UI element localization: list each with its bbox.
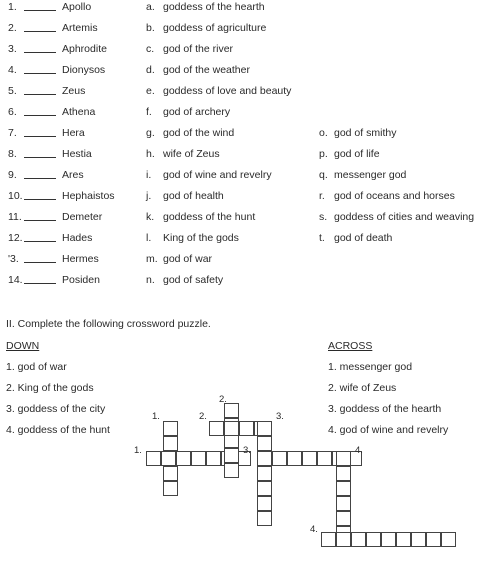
option-text: goddess of love and beauty bbox=[163, 85, 292, 97]
answer-blank[interactable] bbox=[24, 157, 56, 158]
option-text: god of safety bbox=[163, 274, 224, 286]
option-text: messenger god bbox=[334, 169, 407, 181]
deity-name: Posiden bbox=[62, 274, 100, 286]
option-text: god of health bbox=[163, 190, 224, 202]
crossword-cell[interactable] bbox=[396, 532, 411, 547]
grid-number-across-2: 2. bbox=[199, 411, 207, 422]
option-text: goddess of agriculture bbox=[163, 22, 267, 34]
crossword-cell[interactable] bbox=[257, 481, 272, 496]
crossword-cell[interactable] bbox=[257, 436, 272, 451]
grid-number-down-2: 2. bbox=[219, 394, 227, 405]
option-letter: k. bbox=[146, 211, 155, 223]
option-text: wife of Zeus bbox=[163, 148, 220, 160]
down-clue-2: 2. King of the gods bbox=[6, 382, 94, 394]
option-text: goddess of the hearth bbox=[163, 1, 265, 13]
answer-blank[interactable] bbox=[24, 136, 56, 137]
deity-name: Artemis bbox=[62, 22, 98, 34]
option-letter: h. bbox=[146, 148, 155, 160]
crossword-cell[interactable] bbox=[239, 421, 254, 436]
matching-number: 4. bbox=[8, 64, 17, 76]
crossword-cell[interactable] bbox=[224, 421, 239, 436]
option-letter: j. bbox=[146, 190, 152, 202]
crossword-cell[interactable] bbox=[287, 451, 302, 466]
crossword-cell[interactable] bbox=[257, 511, 272, 526]
crossword-cell[interactable] bbox=[302, 451, 317, 466]
option-letter: g. bbox=[146, 127, 155, 139]
deity-name: Dionysos bbox=[62, 64, 106, 76]
down-heading: DOWN bbox=[6, 340, 40, 352]
option-text: god of death bbox=[334, 232, 393, 244]
answer-blank[interactable] bbox=[24, 178, 56, 179]
across-clue-3: 3. goddess of the hearth bbox=[328, 403, 442, 415]
answer-blank[interactable] bbox=[24, 10, 56, 11]
crossword-cell[interactable] bbox=[209, 421, 224, 436]
grid-number-down-1: 1. bbox=[152, 411, 160, 422]
crossword-cell[interactable] bbox=[321, 532, 336, 547]
crossword-cell[interactable] bbox=[411, 532, 426, 547]
option-letter: d. bbox=[146, 64, 155, 76]
crossword-cell[interactable] bbox=[317, 451, 332, 466]
crossword-cell[interactable] bbox=[426, 532, 441, 547]
matching-number: 8. bbox=[8, 148, 17, 160]
option-letter: t. bbox=[319, 232, 325, 244]
option-text: god of the wind bbox=[163, 127, 235, 139]
deity-name: Hera bbox=[62, 127, 85, 139]
deity-name: Athena bbox=[62, 106, 96, 118]
deity-name: Hermes bbox=[62, 253, 99, 265]
crossword-cell[interactable] bbox=[161, 451, 176, 466]
crossword-cell[interactable] bbox=[272, 451, 287, 466]
option-letter: i. bbox=[146, 169, 152, 181]
matching-number: 11. bbox=[8, 211, 22, 223]
crossword-instruction: II. Complete the following crossword puzzle. bbox=[6, 318, 211, 330]
crossword-cell[interactable] bbox=[441, 532, 456, 547]
crossword-cell[interactable] bbox=[224, 403, 239, 418]
crossword-cell[interactable] bbox=[366, 532, 381, 547]
crossword-cell[interactable] bbox=[257, 466, 272, 481]
option-letter: c. bbox=[146, 43, 155, 55]
matching-number: 2. bbox=[8, 22, 17, 34]
crossword-cell[interactable] bbox=[224, 448, 239, 463]
option-text: goddess of cities and weaving bbox=[334, 211, 475, 223]
crossword-cell[interactable] bbox=[336, 451, 351, 466]
matching-number: 6. bbox=[8, 106, 17, 118]
crossword-cell[interactable] bbox=[336, 481, 351, 496]
deity-name: Ares bbox=[62, 169, 84, 181]
option-letter: a. bbox=[146, 1, 155, 13]
option-text: god of oceans and horses bbox=[334, 190, 455, 202]
option-text: goddess of the hunt bbox=[163, 211, 256, 223]
option-text: god of wine and revelry bbox=[163, 169, 272, 181]
option-letter: s. bbox=[319, 211, 328, 223]
crossword-cell[interactable] bbox=[257, 496, 272, 511]
grid-number-across-3: 3. bbox=[243, 445, 251, 456]
answer-blank[interactable] bbox=[24, 94, 56, 95]
answer-blank[interactable] bbox=[24, 283, 56, 284]
answer-blank[interactable] bbox=[24, 31, 56, 32]
crossword-cell[interactable] bbox=[257, 421, 272, 436]
answer-blank[interactable] bbox=[24, 241, 56, 242]
option-text: god of the river bbox=[163, 43, 234, 55]
option-text: god of the weather bbox=[163, 64, 250, 76]
option-text: god of archery bbox=[163, 106, 231, 118]
option-letter: p. bbox=[319, 148, 328, 160]
crossword-cell[interactable] bbox=[224, 463, 239, 478]
matching-number: 12. bbox=[8, 232, 23, 244]
matching-number: 7. bbox=[8, 127, 17, 139]
deity-name: Apollo bbox=[62, 1, 92, 13]
option-letter: m. bbox=[146, 253, 158, 265]
crossword-cell[interactable] bbox=[163, 436, 178, 451]
crossword-cell[interactable] bbox=[336, 532, 351, 547]
crossword-cell[interactable] bbox=[146, 451, 161, 466]
matching-number: '3. bbox=[8, 253, 19, 265]
crossword-cell[interactable] bbox=[257, 451, 272, 466]
crossword-cell[interactable] bbox=[191, 451, 206, 466]
deity-name: Zeus bbox=[62, 85, 86, 97]
deity-name: Hestia bbox=[62, 148, 92, 160]
option-letter: e. bbox=[146, 85, 155, 97]
answer-blank[interactable] bbox=[24, 220, 56, 221]
matching-number: 9. bbox=[8, 169, 17, 181]
deity-name: Aphrodite bbox=[62, 43, 107, 55]
deity-name: Demeter bbox=[62, 211, 103, 223]
answer-blank[interactable] bbox=[24, 115, 56, 116]
option-letter: b. bbox=[146, 22, 155, 34]
crossword-cell[interactable] bbox=[163, 421, 178, 436]
grid-number-down-3: 3. bbox=[276, 411, 284, 422]
option-text: god of war bbox=[163, 253, 213, 265]
matching-number: 5. bbox=[8, 85, 17, 97]
down-clue-1: 1. god of war bbox=[6, 361, 67, 373]
across-heading: ACROSS bbox=[328, 340, 373, 352]
option-text: god of life bbox=[334, 148, 380, 160]
crossword-cell[interactable] bbox=[336, 496, 351, 511]
matching-number: 3. bbox=[8, 43, 17, 55]
grid-number-across-1: 1. bbox=[134, 445, 142, 456]
across-clue-1: 1. messenger god bbox=[328, 361, 413, 373]
answer-blank[interactable] bbox=[24, 73, 56, 74]
option-letter: n. bbox=[146, 274, 155, 286]
option-letter: r. bbox=[319, 190, 325, 202]
answer-blank[interactable] bbox=[24, 52, 56, 53]
crossword-cell[interactable] bbox=[176, 451, 191, 466]
option-letter: q. bbox=[319, 169, 328, 181]
grid-number-down-4: 4. bbox=[355, 445, 363, 456]
matching-number: 1. bbox=[8, 1, 17, 13]
answer-blank[interactable] bbox=[24, 262, 56, 263]
option-letter: f. bbox=[146, 106, 152, 118]
crossword-cell[interactable] bbox=[163, 466, 178, 481]
crossword-cell[interactable] bbox=[336, 511, 351, 526]
option-letter: o. bbox=[319, 127, 328, 139]
crossword-cell[interactable] bbox=[163, 481, 178, 496]
answer-blank[interactable] bbox=[24, 199, 56, 200]
crossword-cell[interactable] bbox=[381, 532, 396, 547]
deity-name: Hephaistos bbox=[62, 190, 115, 202]
across-clue-4: 4. god of wine and revelry bbox=[328, 424, 449, 436]
option-text: god of smithy bbox=[334, 127, 397, 139]
down-clue-3: 3. goddess of the city bbox=[6, 403, 106, 415]
matching-number: 14. bbox=[8, 274, 23, 286]
crossword-cell[interactable] bbox=[336, 466, 351, 481]
option-text: King of the gods bbox=[163, 232, 239, 244]
across-clue-2: 2. wife of Zeus bbox=[328, 382, 397, 394]
deity-name: Hades bbox=[62, 232, 93, 244]
grid-number-across-4: 4. bbox=[310, 524, 318, 535]
down-clue-4: 4. goddess of the hunt bbox=[6, 424, 110, 436]
crossword-cell[interactable] bbox=[351, 532, 366, 547]
matching-number: 10. bbox=[8, 190, 23, 202]
option-letter: l. bbox=[146, 232, 152, 244]
crossword-cell[interactable] bbox=[206, 451, 221, 466]
